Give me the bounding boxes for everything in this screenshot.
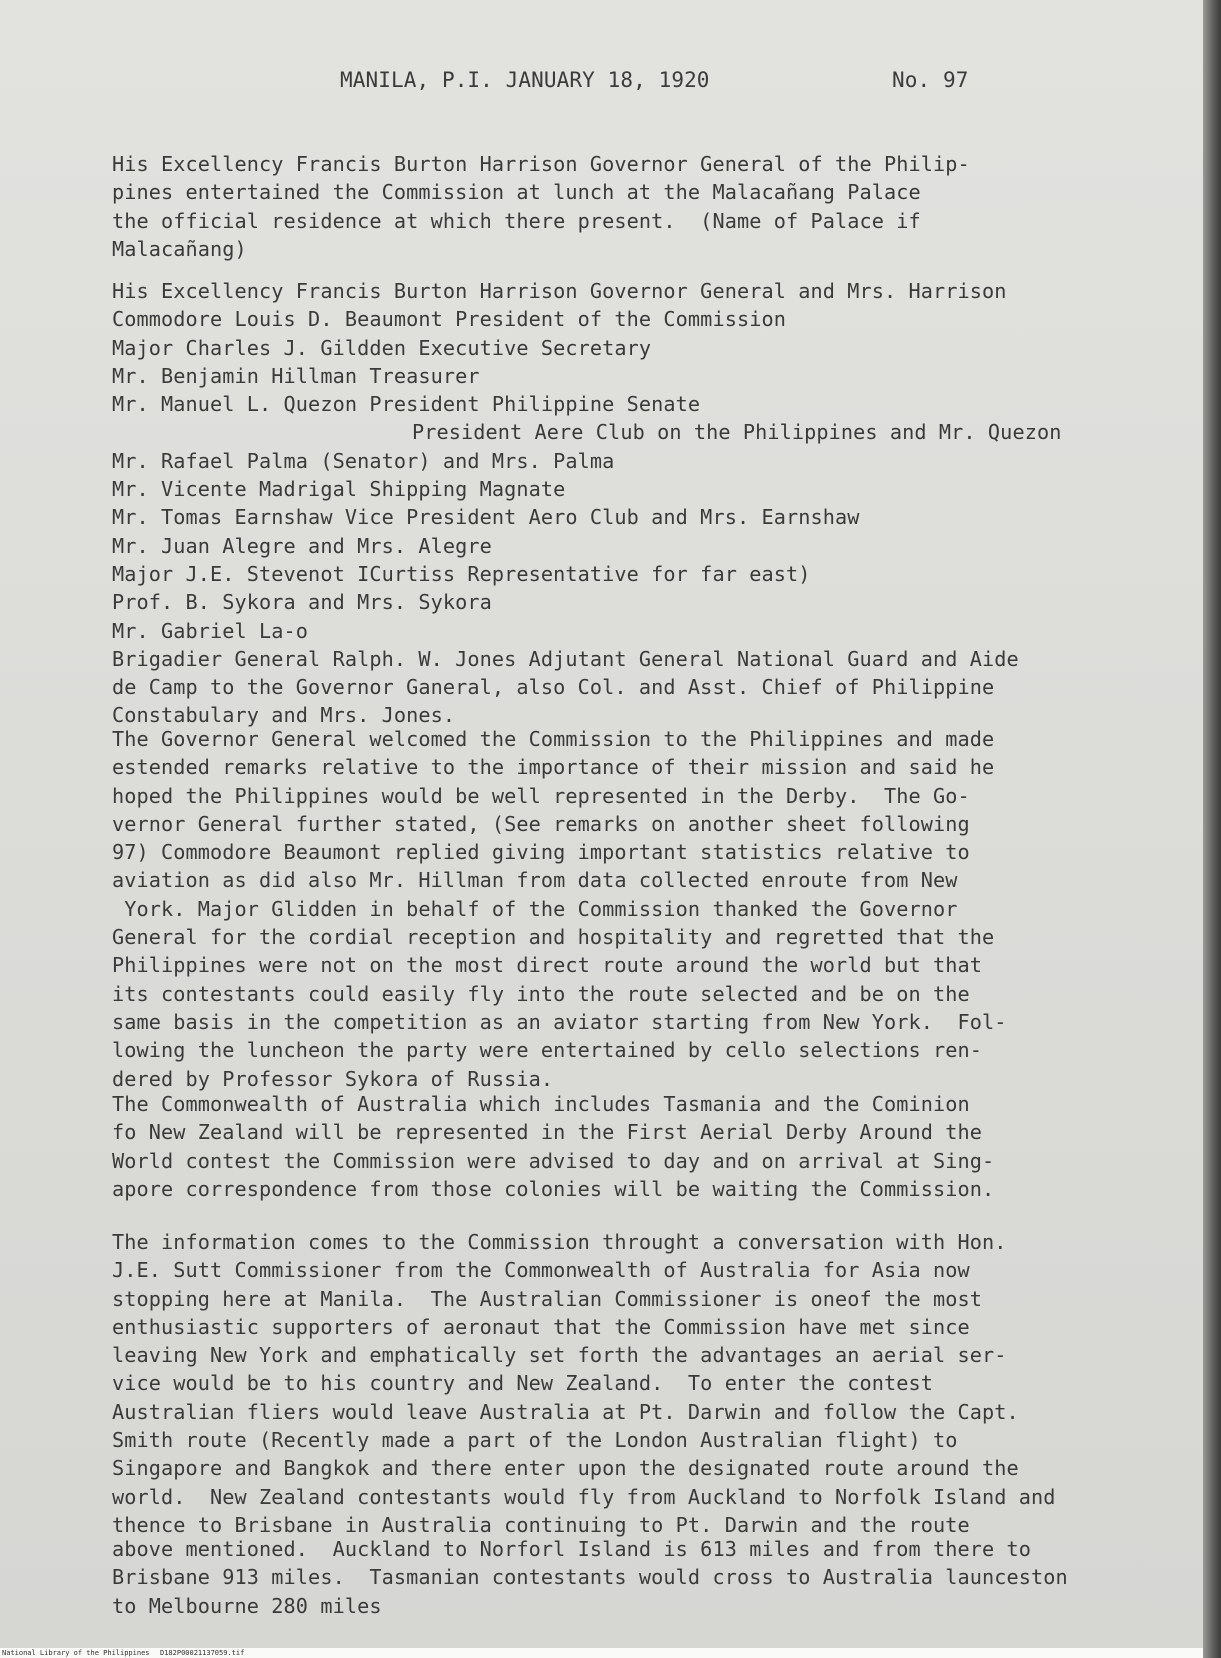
- scan-footer: [0, 1648, 1203, 1658]
- guest-line: Mr. Vicente Madrigal Shipping Magnate: [112, 477, 566, 502]
- guest-line: Mr. Benjamin Hillman Treasurer: [112, 363, 480, 388]
- text-line: hoped the Philippines would be well represented in the Derby. The Go-: [112, 783, 970, 808]
- text-line: its contestants could easily fly into the route selected and be on the: [112, 981, 970, 1006]
- text-line: leaving New York and emphatically set forth the advantages an aerial ser-: [112, 1343, 1007, 1368]
- text-line: to Melbourne 280 miles: [112, 1593, 382, 1618]
- text-line: York. Major Glidden in behalf of the Commission thanked the Governor: [112, 896, 958, 921]
- distances-paragraph: [112, 1535, 1152, 1620]
- text-line: apore correspondence from those colonies will be waiting the Commission.: [112, 1176, 995, 1201]
- text-line: Australian fliers would leave Australia at Pt. Darwin and follow the Capt.: [112, 1399, 1019, 1424]
- text-line: stopping here at Manila. The Australian Commissioner is oneof the most: [112, 1286, 983, 1311]
- guest-line: President Aere Club on the Philippines and Mr. Quezon: [412, 420, 1062, 445]
- text-line: Malacañang): [112, 236, 247, 261]
- text-line: estended remarks relative to the importance of their mission and said he: [112, 755, 995, 780]
- scan-edge-shadow: [1203, 0, 1221, 1658]
- text-line: the official residence at which there present. (Name of Palace if: [112, 208, 921, 233]
- text-line: lowing the luncheon the party were entertained by cello selections ren-: [112, 1038, 983, 1063]
- text-line: Smith route (Recently made a part of the London Australian flight) to: [112, 1428, 958, 1453]
- guest-line: Constabulary and Mrs. Jones.: [112, 703, 456, 728]
- australia-paragraph: [112, 1090, 1152, 1203]
- text-line: fo New Zealand will be represented in the First Aerial Derby Around the: [112, 1120, 983, 1145]
- guest-list: [112, 277, 1152, 730]
- text-line: thence to Brisbane in Australia continuing to Pt. Darwin and the route: [112, 1512, 970, 1537]
- guest-line: Mr. Juan Alegre and Mrs. Alegre: [112, 533, 492, 558]
- text-line: General for the cordial reception and hospitality and regretted that the: [112, 925, 995, 950]
- guest-line: Brigadier General Ralph. W. Jones Adjutant General National Guard and Aide: [112, 646, 1019, 671]
- text-line: Brisbane 913 miles. Tasmanian contestants would cross to Australia launceston: [112, 1565, 1068, 1590]
- text-line: The Governor General welcomed the Commission to the Philippines and made: [112, 727, 995, 751]
- guest-line: His Excellency Francis Burton Harrison Governor General and Mrs. Harrison: [112, 279, 1007, 303]
- intro-paragraph: [112, 150, 1152, 263]
- dateline: MANILA, P.I. JANUARY 18, 1920: [340, 68, 710, 92]
- text-line: pines entertained the Commission at lunch at the Malacañang Palace: [112, 180, 921, 205]
- text-line: Philippines were not on the most direct route around the world but that: [112, 953, 983, 978]
- guest-line: Prof. B. Sykora and Mrs. Sykora: [112, 590, 492, 615]
- text-line: Singapore and Bangkok and there enter upon the designated route around the: [112, 1456, 1019, 1481]
- text-line: World contest the Commission were advised to day and on arrival at Sing-: [112, 1148, 995, 1173]
- text-line: enthusiastic supporters of aeronaut that the Commission have met since: [112, 1314, 970, 1339]
- welcome-paragraph: [112, 725, 1152, 1093]
- guest-line: Major Charles J. Gildden Executive Secretary: [112, 335, 652, 360]
- guest-line: Mr. Gabriel La-o: [112, 618, 309, 643]
- text-line: aviation as did also Mr. Hillman from data collected enroute from New: [112, 868, 958, 893]
- guest-line: Mr. Tomas Earnshaw Vice President Aero Club and Mrs. Earnshaw: [112, 505, 860, 530]
- information-paragraph: [112, 1228, 1152, 1539]
- library-credit: National Library of the Philippines: [2, 1649, 150, 1657]
- guest-line: Major J.E. Stevenot ICurtiss Representative for far east): [112, 561, 811, 586]
- text-line: above mentioned. Auckland to Norforl Island is 613 miles and from there to: [112, 1537, 1032, 1561]
- document-number: No. 97: [892, 68, 969, 92]
- text-line: world. New Zealand contestants would fly from Auckland to Norfolk Island and: [112, 1484, 1056, 1509]
- guest-line: de Camp to the Governor Ganeral, also Col. and Asst. Chief of Philippine: [112, 675, 995, 700]
- text-line: 97) Commodore Beaumont replied giving important statistics relative to: [112, 840, 970, 865]
- text-line: His Excellency Francis Burton Harrison Governor General of the Philip-: [112, 152, 970, 176]
- text-line: vice would be to his country and New Zealand. To enter the contest: [112, 1371, 934, 1396]
- guest-line: Mr. Manuel L. Quezon President Philippine Senate: [112, 392, 701, 417]
- text-line: The information comes to the Commission throught a conversation with Hon.: [112, 1230, 1007, 1254]
- guest-line: Mr. Rafael Palma (Senator) and Mrs. Palma: [112, 448, 615, 473]
- scan-filename: D182P00021137059.tif: [160, 1649, 245, 1657]
- text-line: same basis in the competition as an aviator starting from New York. Fol-: [112, 1009, 1007, 1034]
- text-line: dered by Professor Sykora of Russia.: [112, 1066, 554, 1091]
- guest-line: Commodore Louis D. Beaumont President of the Commission: [112, 307, 786, 332]
- text-line: The Commonwealth of Australia which includes Tasmania and the Cominion: [112, 1092, 970, 1116]
- text-line: J.E. Sutt Commissioner from the Commonwealth of Australia for Asia now: [112, 1258, 970, 1283]
- text-line: vernor General further stated, (See remarks on another sheet following: [112, 811, 970, 836]
